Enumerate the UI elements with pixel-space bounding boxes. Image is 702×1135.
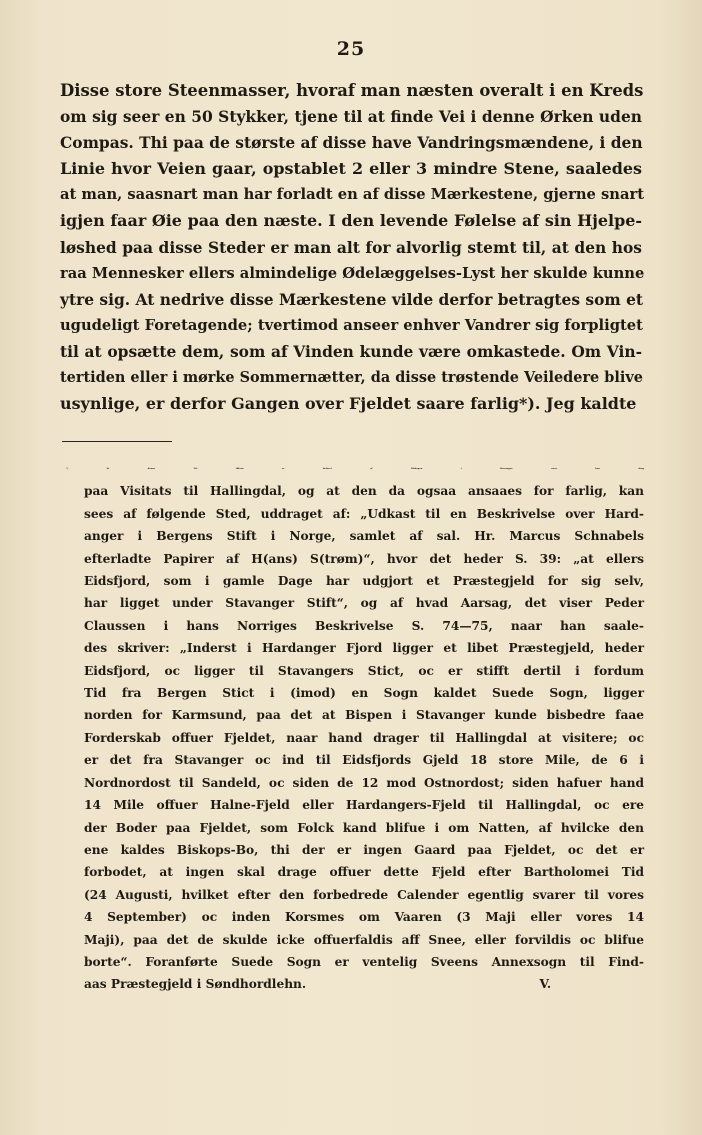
footnote-line: Eidsfjord, som i gamle Dage har udgjort et Præstegjeld for sig selv, [84, 574, 644, 589]
body-line: at man, saasnart man har forladt en af disse Mærkestene, gjerne snart [60, 186, 645, 204]
footnote-line: forbodet, at ingen skal drage offuer dette Fjeld efter Bartholomei Tid [84, 865, 644, 880]
footnote-line: *) At denne Vei tilforn er befaret af Biskopen i Stavanger, naar han drog [66, 467, 644, 470]
body-line: til at opsætte dem, som af Vinden kunde være omkastede. Om Vin- [60, 341, 642, 361]
footnote-line: har ligget under Stavanger Stift“, og af hvad Aarsag, det viser Peder [84, 596, 644, 611]
page-number: 25 [336, 38, 366, 60]
body-line: Linie hvor Veien gaar, opstablet 2 eller 3 mindre Stene, saaledes [60, 159, 642, 179]
footnote-line: efterladte Papirer af H(ans) S(trøm)“, hvor det heder S. 39: „at ellers [84, 551, 644, 566]
body-line: tertiden eller i mørke Sommernætter, da disse trøstende Veiledere blive [60, 369, 643, 387]
footnote-line: (24 Augusti, hvilket efter den forbedrede Calender egentlig svarer til vores [84, 887, 644, 902]
footnote-line: ene kaldes Biskops-Bo, thi der er ingen Gaard paa Fjeldet, oc det er [84, 842, 644, 857]
body-paragraph [60, 78, 645, 417]
footnote-line: Maji), paa det de skulde icke offuerfaldis aff Snee, eller forvildis oc blifue [84, 932, 644, 947]
footnote-line: Nordnordost til Sandeld, oc siden de 12 mod Ostnordost; siden hafuer hand [84, 775, 644, 790]
footnote-line: 14 Mile offuer Halne-Fjeld eller Hardangers-Fjeld til Hallingdal, oc ere [84, 798, 644, 813]
footnote-line: des skriver: „Inderst i Hardanger Fjord ligger et libet Præstegjeld, heder [84, 641, 644, 656]
body-line: ytre sig. At nedrive disse Mærkestene vilde derfor betragtes som et [60, 289, 644, 309]
footnote-divider [62, 441, 172, 442]
footnote-line: Forderskab offuer Fjeldet, naar hand drager til Hallingdal at visitere; oc [84, 730, 644, 745]
footnote-line: 4 September) oc inden Korsmes om Vaaren (3 Maji eller vores 14 [84, 910, 644, 925]
body-line: om sig seer en 50 Stykker, tjene til at finde Vei i denne Ørken uden [60, 107, 642, 127]
footnote-line: sees af følgende Sted, uddraget af: „Udkast til en Beskrivelse over Hard- [84, 506, 644, 521]
footnote-line: Claussen i hans Norriges Beskrivelse S. 74—75, naar han saale- [84, 618, 644, 633]
footnote-line: borte“. Foranførte Suede Sogn er ventelig Sveens Annexsogn til Find- [84, 954, 644, 969]
body-line: usynlige, er derfor Gangen over Fjeldet saare farlig*). Jeg kaldte [60, 394, 637, 414]
body-line: igjen faar Øie paa den næste. I den levende Følelse af sin Hjelpe- [60, 211, 642, 231]
footnote-line: norden for Karmsund, paa det at Bispen i Stavanger kunde bisbedre faae [84, 708, 644, 723]
body-line: ugudeligt Foretagende; tvertimod anseer enhver Vandrer sig forpligtet [60, 316, 643, 334]
footnote-line: Tid fra Bergen Stict i (imod) en Sogn kaldet Suede Sogn, ligger [84, 686, 644, 701]
body-line: Disse store Steenmasser, hvoraf man næsten overalt i en Kreds [60, 81, 644, 100]
body-line: løshed paa disse Steder er man alt for alvorlig stemt til, at den hos [60, 237, 642, 257]
body-line: Compas. Thi paa de største af disse have Vandringsmændene, i den [60, 133, 643, 153]
footnote-line: paa Visitats til Hallingdal, og at den da ogsaa ansaaes for farlig, kan [84, 484, 644, 499]
footnote [66, 458, 644, 996]
footnote-line: er det fra Stavanger oc ind til Eidsfjords Gjeld 18 store Mile, de 6 i [84, 753, 644, 768]
footnote-line: Eidsfjord, oc ligger til Stavangers Stict, oc er stifft dertil i fordum [84, 663, 644, 678]
footnote-line: der Boder paa Fjeldet, som Folck kand blifue i om Natten, af hvilcke den [84, 820, 644, 835]
footnote-line: anger i Bergens Stift i Norge, samlet af sal. Hr. Marcus Schnabels [84, 529, 644, 544]
body-line: raa Mennesker ellers almindelige Ødelæggelses-Lyst her skulde kunne [60, 264, 645, 282]
footnote-line: aas Præstegjeld i Søndhordlehn. V. [84, 977, 552, 992]
